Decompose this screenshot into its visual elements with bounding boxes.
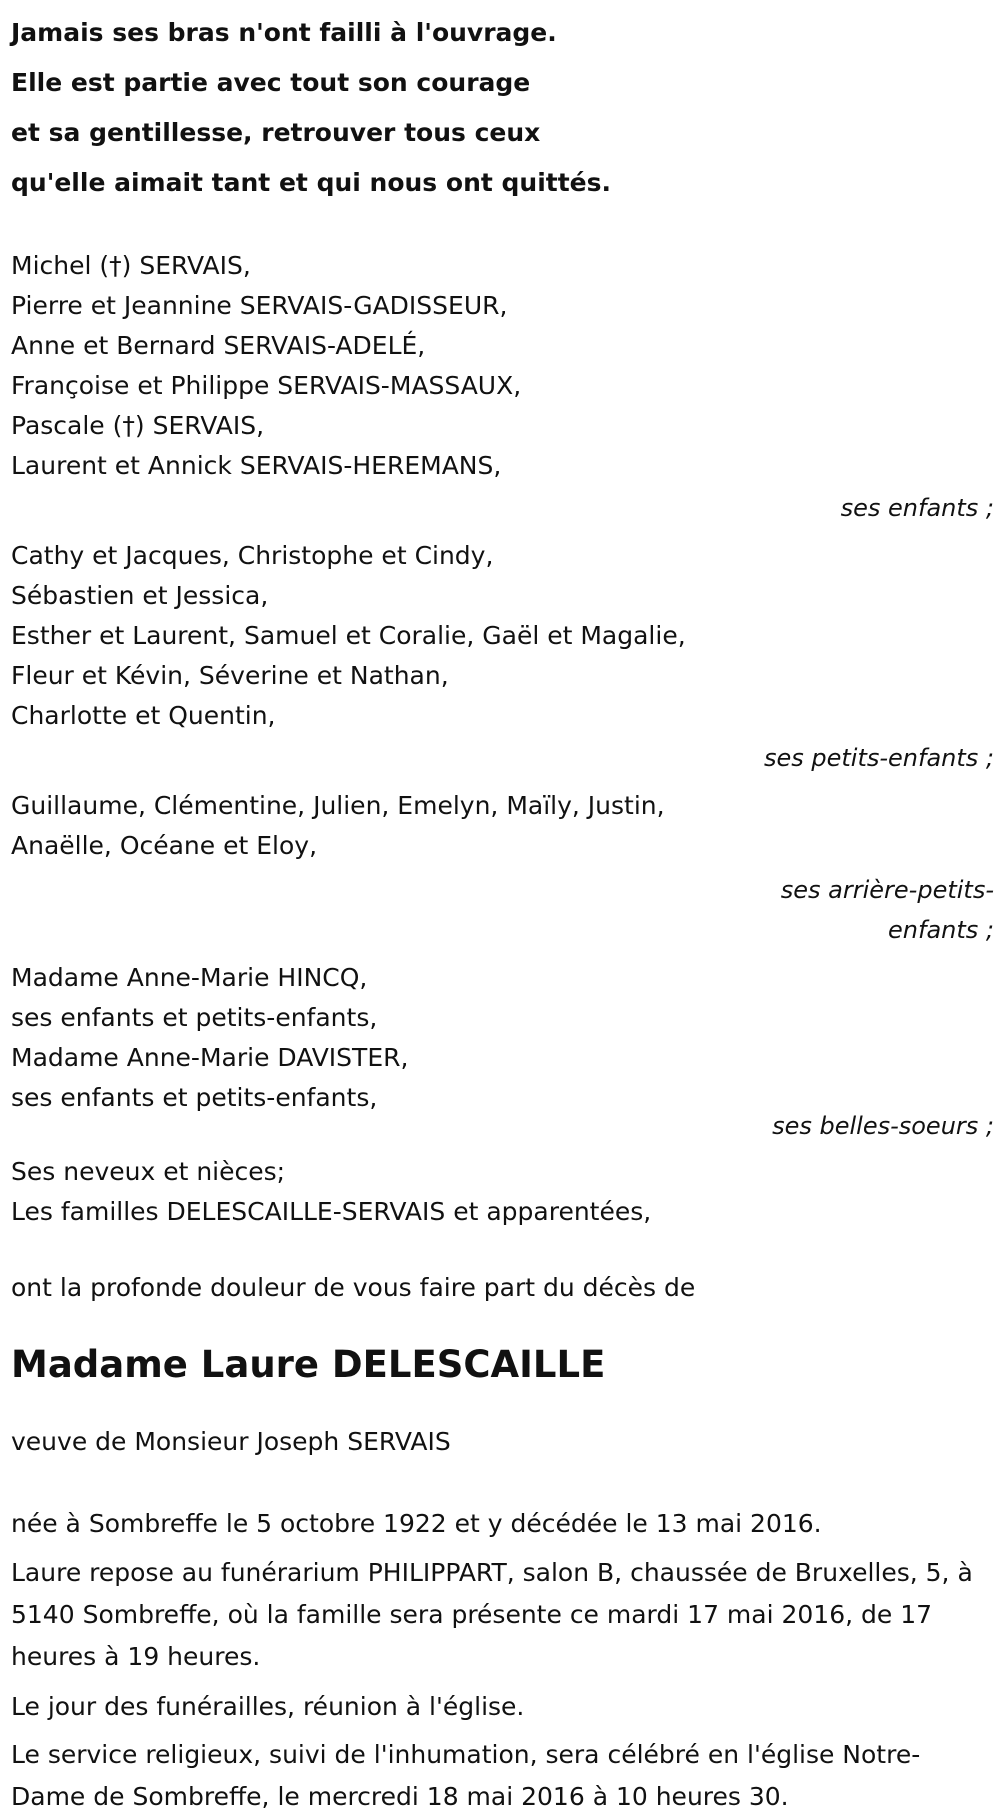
family-name-line: Madame Anne-Marie HINCQ, xyxy=(11,963,368,992)
family-name-line: Michel (†) SERVAIS, xyxy=(11,251,251,280)
family-name-line: Guillaume, Clémentine, Julien, Emelyn, Maïly, Justin, xyxy=(11,791,665,820)
family-name-line: Charlotte et Quentin, xyxy=(11,701,276,730)
poem-line: Elle est partie avec tout son courage xyxy=(11,68,531,97)
great-grandchildren-list xyxy=(11,786,991,866)
deceased-name: Madame Laure DELESCAILLE xyxy=(11,1343,606,1386)
family-name-line: Pierre et Jeannine SERVAIS-GADISSEUR, xyxy=(11,291,508,320)
family-name-line: ses enfants et petits-enfants, xyxy=(11,1003,378,1032)
children-list xyxy=(11,246,991,486)
poem xyxy=(11,0,1000,208)
meeting-details: Le jour des funérailles, réunion à l'église. xyxy=(11,1692,525,1721)
grandchildren-list xyxy=(11,536,991,736)
other-relatives-list xyxy=(11,1152,991,1232)
family-name-line: Pascale (†) SERVAIS, xyxy=(11,411,265,440)
family-name-line: Madame Anne-Marie DAVISTER, xyxy=(11,1043,409,1072)
great-grandchildren-role xyxy=(11,870,994,950)
poem-line: et sa gentillesse, retrouver tous ceux xyxy=(11,118,541,147)
family-name-line: ses enfants et petits-enfants, xyxy=(11,1083,378,1112)
funerarium-details: Laure repose au funérarium PHILIPPART, salon B, chaussée de Bruxelles, 5, à 5140 Sombreffe, où la famille sera présente ce mardi 17 mai 2016, de 17 heures à 19 heures. xyxy=(11,1558,973,1671)
family-name-line: Les familles DELESCAILLE-SERVAIS et apparentées, xyxy=(11,1197,652,1226)
widow-of: veuve de Monsieur Joseph SERVAIS xyxy=(11,1427,451,1456)
family-name-line: Ses neveux et nièces; xyxy=(11,1157,286,1186)
role-line: ses arrière-petits- xyxy=(780,876,994,904)
family-name-line: Esther et Laurent, Samuel et Coralie, Gaël et Magalie, xyxy=(11,621,686,650)
announcement: ont la profonde douleur de vous faire part du décès de xyxy=(11,1273,696,1302)
role-line: enfants ; xyxy=(888,916,994,944)
grandchildren-role: ses petits-enfants ; xyxy=(763,744,994,772)
birth-death: née à Sombreffe le 5 octobre 1922 et y décédée le 13 mai 2016. xyxy=(11,1509,822,1538)
sisters-in-law-list xyxy=(11,958,991,1118)
family-name-line: Anne et Bernard SERVAIS-ADELÉ, xyxy=(11,331,426,360)
family-name-line: Cathy et Jacques, Christophe et Cindy, xyxy=(11,541,494,570)
poem-line: qu'elle aimait tant et qui nous ont quittés. xyxy=(11,168,612,197)
poem-line: Jamais ses bras n'ont failli à l'ouvrage. xyxy=(11,18,557,47)
children-role: ses enfants ; xyxy=(840,494,994,522)
family-name-line: Laurent et Annick SERVAIS-HEREMANS, xyxy=(11,451,502,480)
family-name-line: Sébastien et Jessica, xyxy=(11,581,269,610)
family-name-line: Anaëlle, Océane et Eloy, xyxy=(11,831,318,860)
family-name-line: Françoise et Philippe SERVAIS-MASSAUX, xyxy=(11,371,522,400)
sisters-in-law-role: ses belles-soeurs ; xyxy=(772,1112,994,1140)
service-details: Le service religieux, suivi de l'inhumation, sera célébré en l'église Notre-Dame de Sombreffe, le mercredi 18 mai 2016 à 10 heures 30. xyxy=(11,1740,921,1811)
family-name-line: Fleur et Kévin, Séverine et Nathan, xyxy=(11,661,449,690)
